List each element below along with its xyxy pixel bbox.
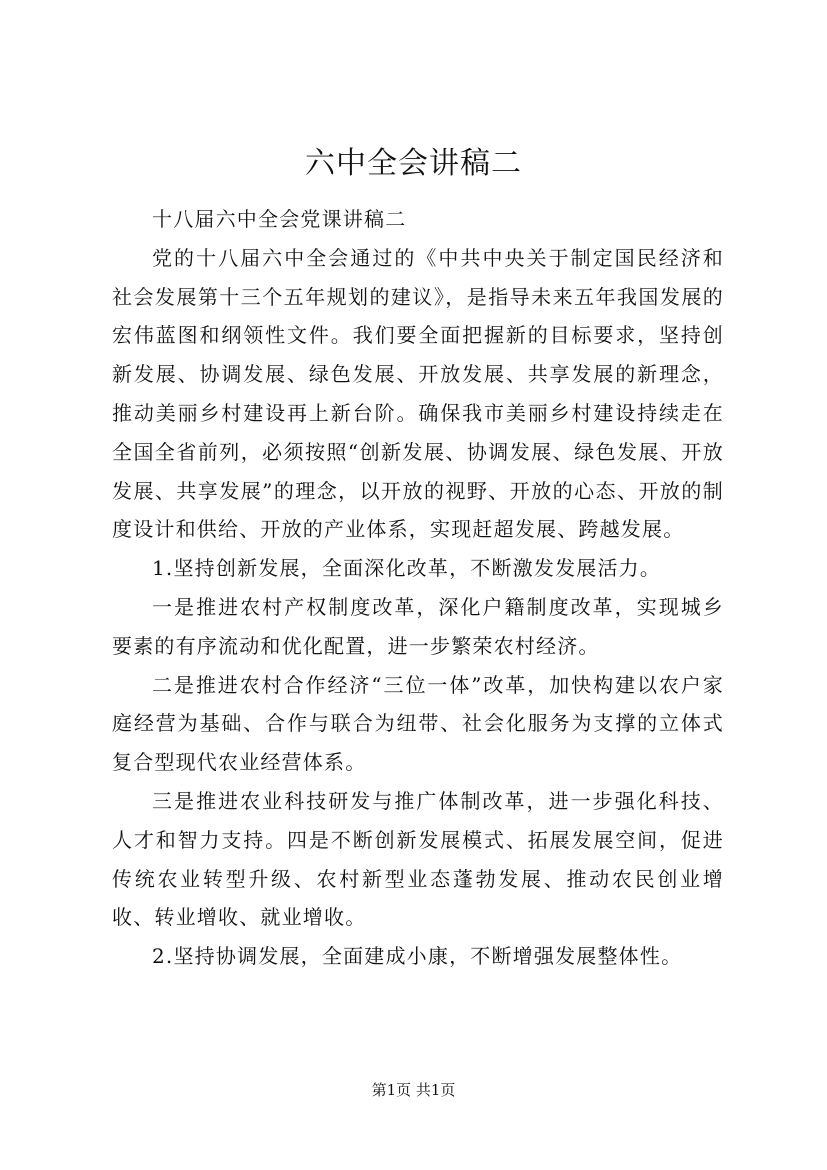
- paragraph-item-3: 三是推进农业科技研发与推广体制改革，进一步强化科技、人才和智力支持。四是不断创新发展模式、拓展发展空间，促进传统农业转型升级、农村新型业态蓬勃发展、推动农民创业增收、转业增收、就业增收。: [112, 788, 724, 930]
- page-footer: 第1页 共1页: [371, 1081, 456, 1099]
- paragraph-intro: 党的十八届六中全会通过的《中共中央关于制定国民经济和社会发展第十三个五年规划的建议》，是指导未来五年我国发展的宏伟蓝图和纲领性文件。我们要全面把握新的目标要求，坚持创新发展、协调发展、绿色发展、开放发展、共享发展的新理念，推动美丽乡村建设再上新台阶。确保我市美丽乡村建设持续走在全国全省前列，必须按照“创新发展、协调发展、绿色发展、开放发展、共享发展”的理念，以开放的视野、开放的心态、开放的制度设计和供给、开放的产业体系，实现赶超发展、跨越发展。: [112, 245, 724, 542]
- paragraph-point-1: 1.坚持创新发展，全面深化改革，不断激发发展活力。: [152, 556, 662, 581]
- paragraph-subtitle: 十八届六中全会党课讲稿二: [152, 207, 407, 231]
- paragraph-item-1: 一是推进农村产权制度改革，深化户籍制度改革，实现城乡要素的有序流动和优化配置，进一步繁荣农村经济。: [112, 594, 724, 658]
- paragraph-item-2: 二是推进农村合作经济“三位一体”改革，加快构建以农户家庭经营为基础、合作与联合为纽带、社会化服务为支撑的立体式复合型现代农业经营体系。: [112, 672, 724, 775]
- document-body: [112, 200, 724, 976]
- paragraph-point-2: 2.坚持协调发展，全面建成小康，不断增强发展整体性。: [152, 944, 683, 969]
- document-title: 六中全会讲稿二: [305, 146, 522, 181]
